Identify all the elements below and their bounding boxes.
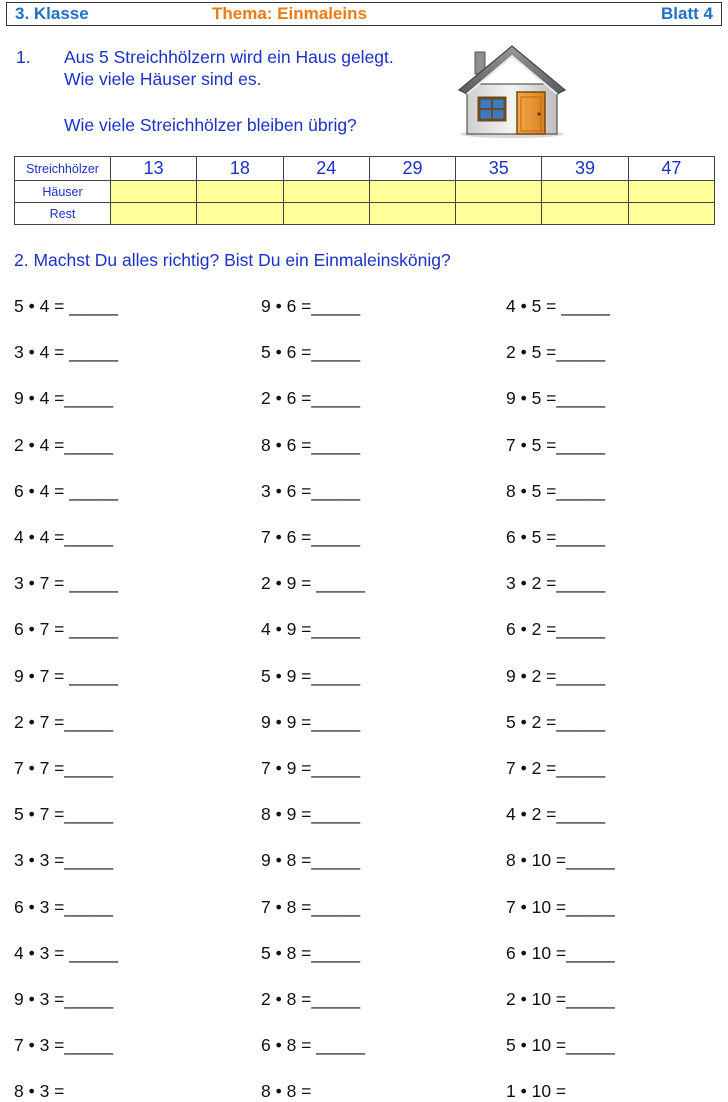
multiplication-exercise[interactable]: 2 • 4 =_____: [14, 434, 114, 455]
topic-label: Thema: Einmaleins: [212, 4, 367, 23]
multiplication-exercise[interactable]: 6 • 8 = _____: [261, 1035, 365, 1056]
multiplication-exercise[interactable]: 5 • 2 =_____: [506, 711, 606, 732]
matches-value: 24: [283, 157, 369, 181]
grade-label: 3. Klasse: [15, 4, 89, 23]
multiplication-exercise[interactable]: 8 • 5 =_____: [506, 480, 606, 501]
matches-value: 29: [369, 157, 455, 181]
multiplication-exercise[interactable]: 9 • 3 =_____: [14, 989, 114, 1009]
multiplication-exercise[interactable]: 8 • 10 =_____: [506, 850, 615, 871]
table-row: [15, 203, 715, 225]
house-icon: [457, 42, 567, 138]
multiplication-exercise[interactable]: 3 • 3 =_____: [14, 850, 114, 871]
multiplication-exercise[interactable]: 2 • 7 =_____: [14, 711, 114, 732]
matches-value: 18: [197, 157, 283, 181]
multiplication-exercise[interactable]: 9 • 5 =_____: [506, 388, 606, 409]
rest-answer-cell[interactable]: [542, 203, 628, 225]
multiplication-exercise[interactable]: 2 • 6 =_____: [261, 388, 361, 409]
multiplication-exercise[interactable]: 8 • 3 =: [14, 1081, 65, 1102]
multiplication-exercise[interactable]: 7 • 9 =_____: [261, 758, 361, 778]
task-1-question: Wie viele Streichhölzer bleiben übrig?: [64, 115, 357, 135]
multiplication-exercise[interactable]: 4 • 9 =_____: [261, 619, 361, 640]
rest-answer-cell[interactable]: [197, 203, 283, 225]
table-row: [15, 181, 715, 203]
multiplication-exercise[interactable]: 7 • 6 =_____: [261, 527, 361, 547]
multiplication-exercise[interactable]: 2 • 8 =_____: [261, 989, 361, 1009]
multiplication-exercise[interactable]: 9 • 4 =_____: [14, 388, 114, 409]
houses-answer-cell[interactable]: [628, 181, 714, 203]
rest-answer-cell[interactable]: [628, 203, 714, 225]
multiplication-exercise[interactable]: 7 • 3 =_____: [14, 1035, 114, 1056]
multiplication-exercise[interactable]: 3 • 7 = _____: [14, 573, 118, 594]
multiplication-exercise[interactable]: 4 • 5 = _____: [506, 296, 610, 316]
multiplication-exercise[interactable]: 3 • 2 =_____: [506, 573, 606, 594]
rest-answer-cell[interactable]: [456, 203, 542, 225]
matches-value: 35: [456, 157, 542, 181]
task-1-line-2: Wie viele Häuser sind es.: [64, 69, 262, 89]
table-row: [15, 157, 715, 181]
task-1-line-1: Aus 5 Streichhölzern wird ein Haus gelegt.: [64, 47, 394, 67]
multiplication-exercise[interactable]: 5 • 10 =_____: [506, 1035, 615, 1056]
multiplication-exercise[interactable]: 6 • 5 =_____: [506, 527, 606, 547]
matches-value: 47: [628, 157, 714, 181]
houses-answer-cell[interactable]: [369, 181, 455, 203]
multiplication-exercise[interactable]: 4 • 3 = _____: [14, 942, 118, 963]
multiplication-exercise[interactable]: 6 • 3 =_____: [14, 896, 114, 917]
multiplication-exercise[interactable]: 8 • 9 =_____: [261, 804, 361, 825]
multiplication-exercise[interactable]: 3 • 6 =_____: [261, 480, 361, 501]
multiplication-exercise[interactable]: 4 • 4 =_____: [14, 527, 114, 547]
sheet-number: Blatt 4: [661, 4, 713, 23]
multiplication-exercise[interactable]: 6 • 10 =_____: [506, 942, 615, 963]
multiplication-exercise[interactable]: 5 • 9 =_____: [261, 665, 361, 686]
multiplication-exercise[interactable]: 1 • 10 =: [506, 1081, 567, 1102]
multiplication-exercise[interactable]: 2 • 5 =_____: [506, 342, 606, 363]
multiplication-exercise[interactable]: 8 • 6 =_____: [261, 434, 361, 455]
multiplication-exercise[interactable]: 9 • 7 = _____: [14, 665, 118, 686]
worksheet-header: [6, 2, 722, 26]
multiplication-exercise[interactable]: 5 • 8 =_____: [261, 942, 361, 963]
multiplication-exercise[interactable]: 5 • 4 = _____: [14, 296, 118, 316]
matches-value: 39: [542, 157, 628, 181]
multiplication-exercise[interactable]: 9 • 2 =_____: [506, 665, 606, 686]
task-2-title: 2. Machst Du alles richtig? Bist Du ein Einmaleinskönig?: [14, 250, 451, 270]
row-label-houses: Häuser: [15, 181, 111, 203]
multiplication-exercise[interactable]: 9 • 9 =_____: [261, 711, 361, 732]
rest-answer-cell[interactable]: [111, 203, 197, 225]
multiplication-exercise[interactable]: 2 • 9 = _____: [261, 573, 365, 594]
houses-answer-cell[interactable]: [542, 181, 628, 203]
matches-value: 13: [111, 157, 197, 181]
multiplication-exercise[interactable]: 7 • 7 =_____: [14, 758, 114, 778]
matchstick-table: [14, 156, 715, 225]
multiplication-exercise[interactable]: 5 • 7 =_____: [14, 804, 114, 825]
multiplication-exercise[interactable]: 7 • 10 =_____: [506, 896, 615, 917]
multiplication-exercise[interactable]: 7 • 2 =_____: [506, 758, 606, 778]
multiplication-exercise[interactable]: 6 • 2 =_____: [506, 619, 606, 640]
task-1-text: [64, 46, 464, 90]
houses-answer-cell[interactable]: [283, 181, 369, 203]
rest-answer-cell[interactable]: [283, 203, 369, 225]
multiplication-exercise[interactable]: 6 • 4 = _____: [14, 480, 118, 501]
row-label-matches: Streichhölzer: [15, 157, 111, 181]
row-label-rest: Rest: [15, 203, 111, 225]
houses-answer-cell[interactable]: [111, 181, 197, 203]
houses-answer-cell[interactable]: [197, 181, 283, 203]
multiplication-exercise[interactable]: 4 • 2 =_____: [506, 804, 606, 825]
multiplication-exercise[interactable]: 2 • 10 =_____: [506, 989, 615, 1009]
multiplication-exercise[interactable]: 5 • 6 =_____: [261, 342, 361, 363]
multiplication-exercise[interactable]: 6 • 7 = _____: [14, 619, 118, 640]
multiplication-exercise[interactable]: 7 • 5 =_____: [506, 434, 606, 455]
multiplication-exercise[interactable]: 9 • 6 =_____: [261, 296, 361, 316]
multiplication-exercise[interactable]: 3 • 4 = _____: [14, 342, 118, 363]
task-1-number: 1.: [16, 47, 31, 67]
rest-answer-cell[interactable]: [369, 203, 455, 225]
multiplication-exercise[interactable]: 7 • 8 =_____: [261, 896, 361, 917]
multiplication-exercise[interactable]: 8 • 8 =: [261, 1081, 312, 1102]
multiplication-exercise[interactable]: 9 • 8 =_____: [261, 850, 361, 871]
houses-answer-cell[interactable]: [456, 181, 542, 203]
